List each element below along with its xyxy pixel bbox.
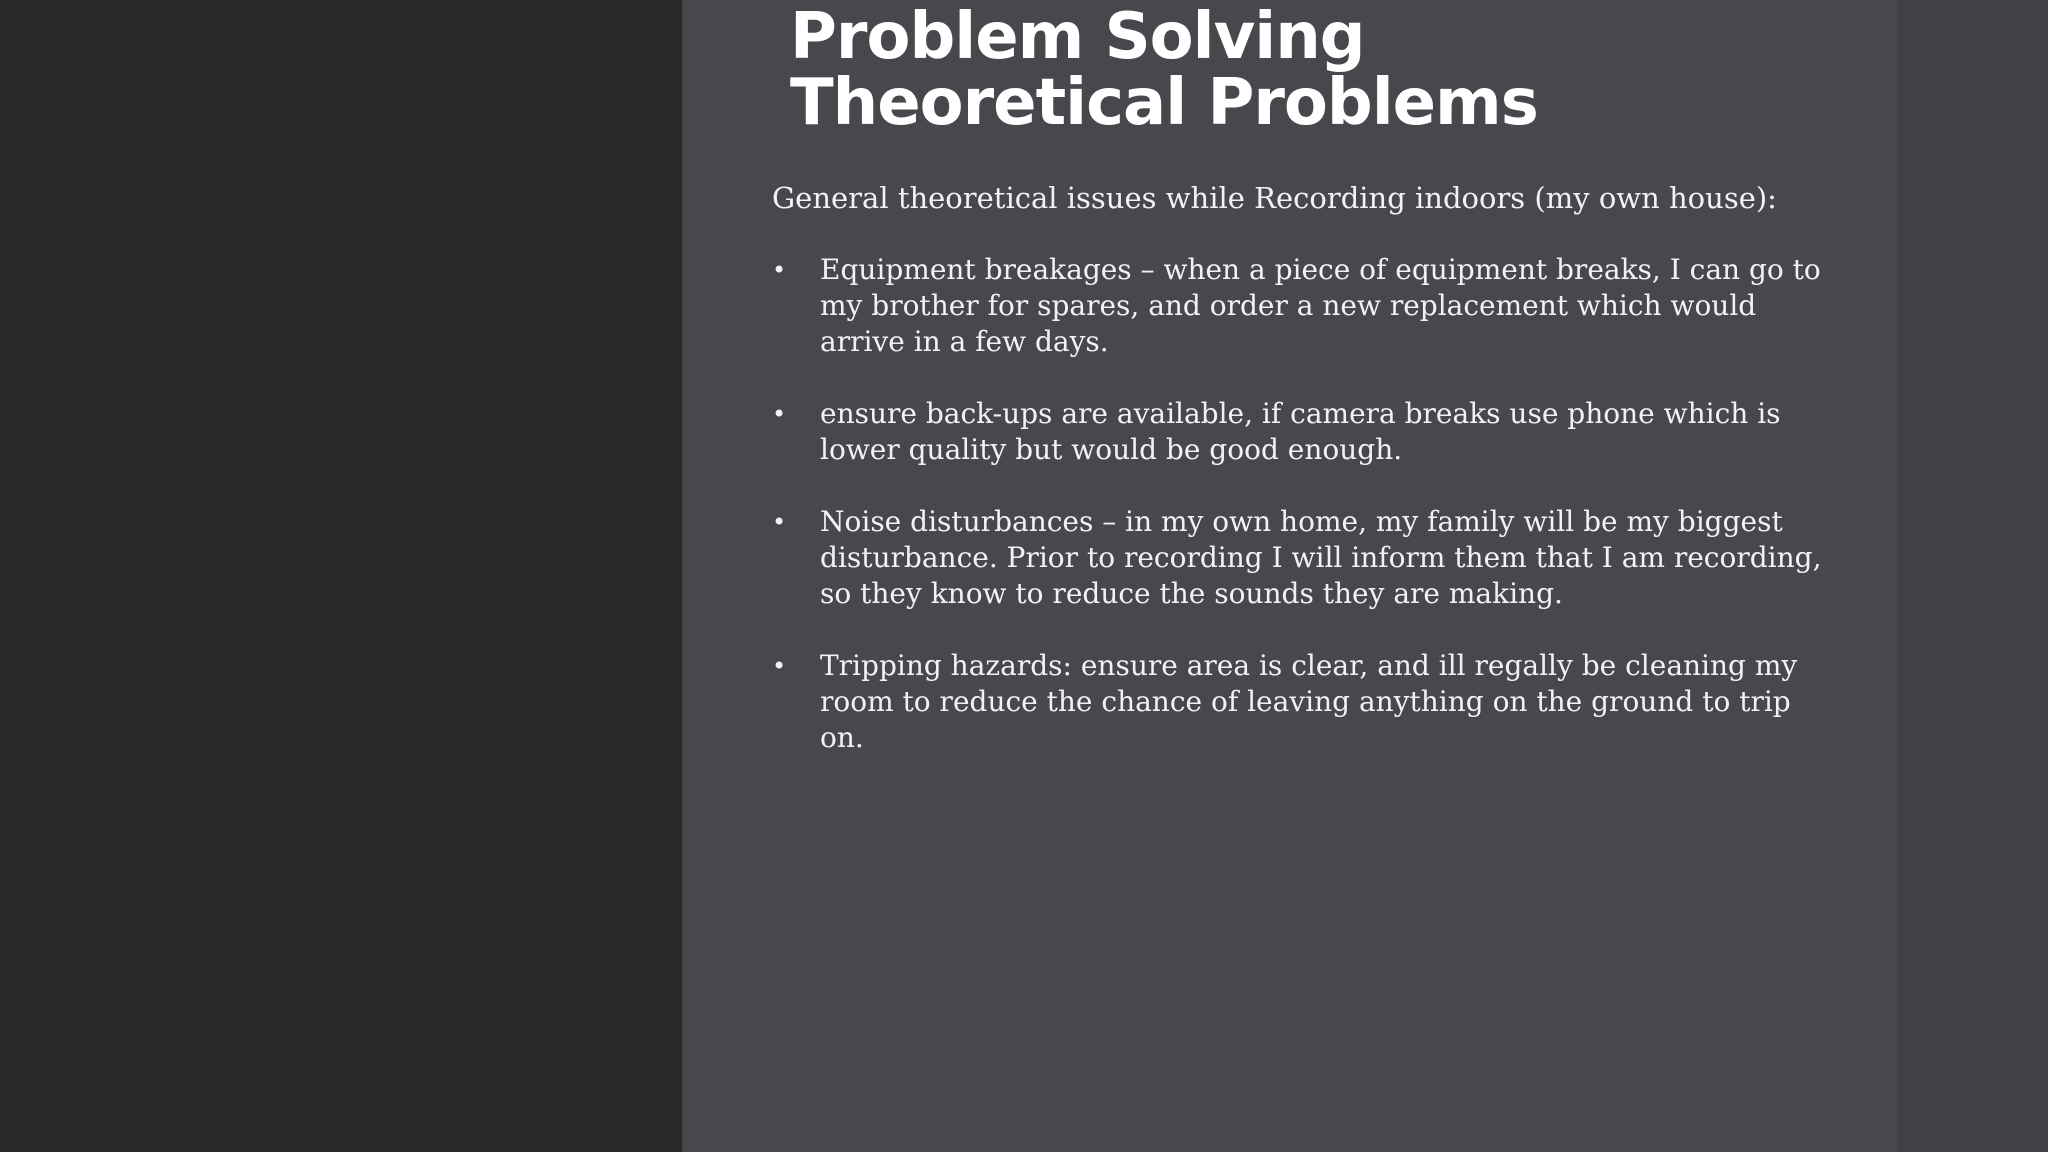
bullet-list	[772, 252, 1832, 792]
bullet-icon: •	[772, 508, 787, 536]
bullet-item-noise-disturbances	[772, 504, 1832, 612]
bullet-icon: •	[772, 652, 787, 680]
slide	[682, 0, 1897, 1152]
slide-title	[790, 0, 1538, 140]
slide-intro-text: General theoretical issues while Recording indoors (my own house):	[772, 181, 1777, 215]
bullet-item-backups	[772, 396, 1832, 468]
bullet-icon: •	[772, 400, 787, 428]
slide-title-line-1: Problem Solving	[790, 0, 1365, 74]
bullet-text: ensure back-ups are available, if camera breaks use phone which is lower quality but would be good enough.	[820, 397, 1781, 466]
bullet-text: Noise disturbances – in my own home, my family will be my biggest disturbance. Prior to recording I will inform them that I am recording, so they know to reduce the sounds they are making.	[820, 505, 1822, 610]
slide-title-line-2: Theoretical Problems	[790, 66, 1538, 140]
bullet-item-tripping-hazards	[772, 648, 1832, 756]
bullet-icon: •	[772, 256, 787, 284]
bullet-item-equipment-breakages	[772, 252, 1832, 360]
bullet-text: Equipment breakages – when a piece of equipment breaks, I can go to my brother for spares, and order a new replacement which would arrive in a few days.	[820, 253, 1821, 358]
right-gutter	[1897, 0, 2048, 1152]
bullet-text: Tripping hazards: ensure area is clear, and ill regally be cleaning my room to reduce the chance of leaving anything on the ground to trip on.	[820, 649, 1798, 754]
